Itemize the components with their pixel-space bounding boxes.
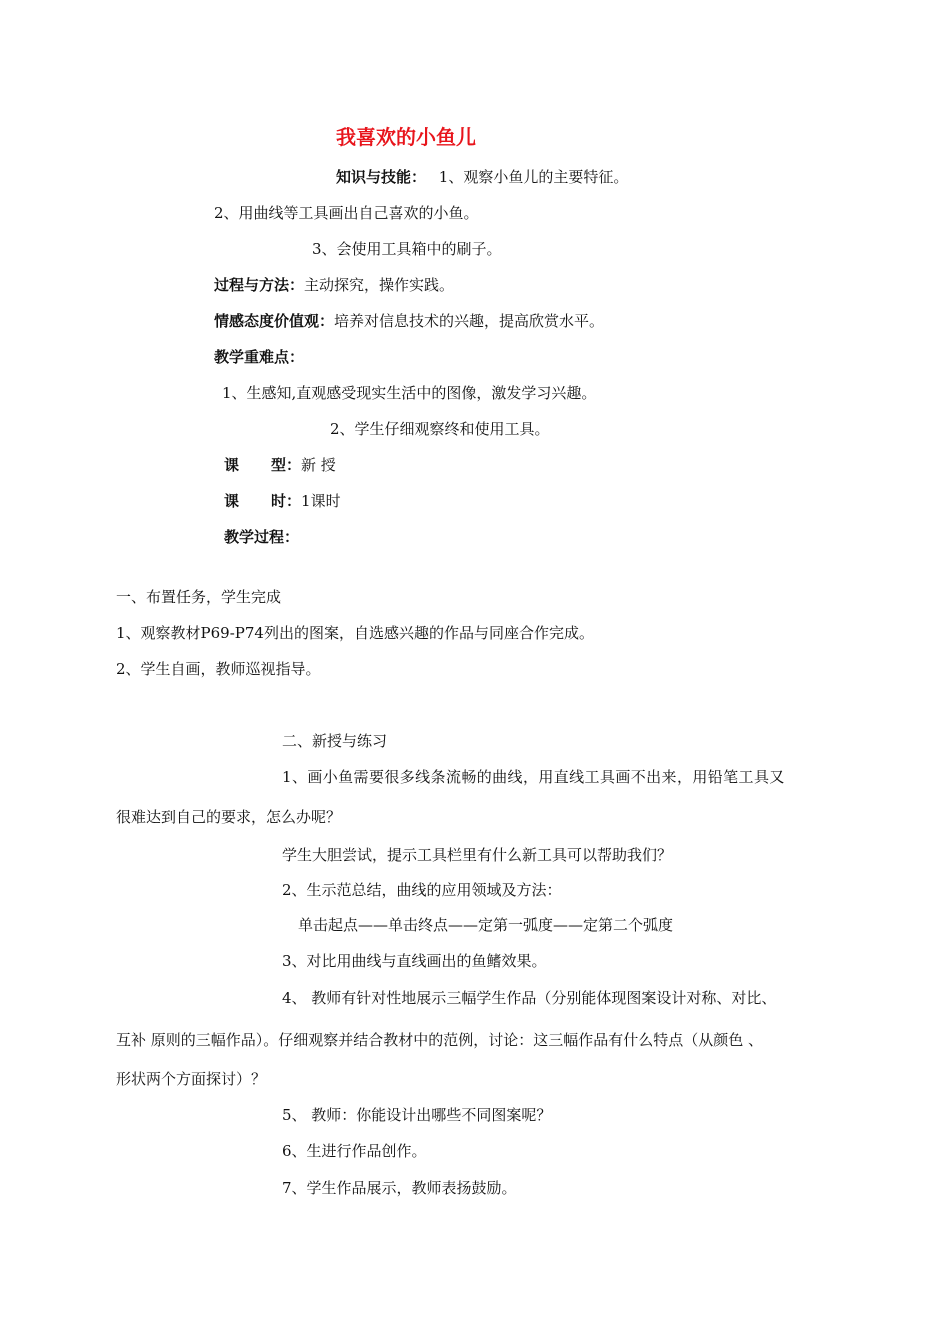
lesson-type-label-1: 课 — [224, 456, 240, 474]
emotion-text: 培养对信息技术的兴趣，提高欣赏水平。 — [334, 312, 605, 330]
section2-item-1b: 很难达到自己的要求，怎么办呢？ — [116, 808, 342, 826]
section2-item-4b: 互补 原则的三幅作品）。仔细观察并结合教材中的范例，讨论：这三幅作品有什么特点（从颜色 、 — [116, 1031, 764, 1049]
section2-item-4a: 4、 教师有针对性地展示三幅学生作品（分别能体现图案设计对称、对比、 — [282, 989, 777, 1007]
knowledge-label: 知识与技能： — [336, 168, 427, 186]
keypoints-label: 教学重难点： — [214, 348, 305, 366]
section2-item-7: 7、学生作品展示，教师表扬鼓励。 — [282, 1179, 517, 1197]
section2-heading: 二、新授与练习 — [282, 732, 388, 750]
process-text: 主动探究，操作实践。 — [304, 276, 455, 294]
section2-item-2-steps: 单击起点——单击终点——定第一弧度——定第二个弧度 — [298, 916, 674, 934]
process-label: 过程与方法： — [214, 276, 305, 294]
lesson-type-label-2: 型： — [271, 456, 302, 474]
keypoint-1: 1、生感知,直观感受现实生活中的图像，激发学习兴趣。 — [222, 384, 597, 402]
knowledge-skills-line — [336, 167, 628, 187]
lesson-hours-label-2: 时： — [271, 492, 302, 510]
section2-item-1c: 学生大胆尝试，提示工具栏里有什么新工具可以帮助我们？ — [282, 846, 673, 864]
lesson-type-line — [224, 455, 336, 475]
lesson-hours-value: 1课时 — [301, 492, 341, 510]
page-title: 我喜欢的小鱼儿 — [336, 125, 476, 149]
section2-item-1a: 1、画小鱼需要很多线条流畅的曲线，用直线工具画不出来，用铅笔工具又 — [282, 768, 785, 786]
lesson-type-value: 新 授 — [301, 456, 336, 474]
section1-item-2: 2、学生自画，教师巡视指导。 — [116, 660, 321, 678]
process-methods-line — [214, 275, 454, 295]
teaching-process-heading: 教学过程： — [224, 528, 300, 546]
emotion-values-line — [214, 311, 604, 331]
knowledge-item-2: 2、用曲线等工具画出自己喜欢的小鱼。 — [214, 204, 479, 222]
section2-item-5: 5、 教师：你能设计出哪些不同图案呢？ — [282, 1106, 552, 1124]
section2-item-2: 2、生示范总结，曲线的应用领域及方法： — [282, 881, 562, 899]
lesson-hours-label-1: 课 — [224, 492, 240, 510]
section2-item-3: 3、对比用曲线与直线画出的鱼鳍效果。 — [282, 952, 547, 970]
section2-item-6: 6、生进行作品创作。 — [282, 1142, 427, 1160]
section2-item-4c: 形状两个方面探讨）？ — [116, 1070, 267, 1088]
knowledge-item-3: 3、会使用工具箱中的刷子。 — [312, 240, 502, 258]
emotion-label: 情感态度价值观： — [214, 312, 335, 330]
lesson-hours-line — [224, 491, 341, 511]
section1-heading: 一、布置任务，学生完成 — [116, 588, 282, 606]
knowledge-item-1: 1、观察小鱼儿的主要特征。 — [438, 168, 629, 186]
section1-item-1: 1、观察教材P69-P74列出的图案，自选感兴趣的作品与同座合作完成。 — [116, 624, 594, 642]
keypoint-2: 2、学生仔细观察终和使用工具。 — [330, 420, 550, 438]
